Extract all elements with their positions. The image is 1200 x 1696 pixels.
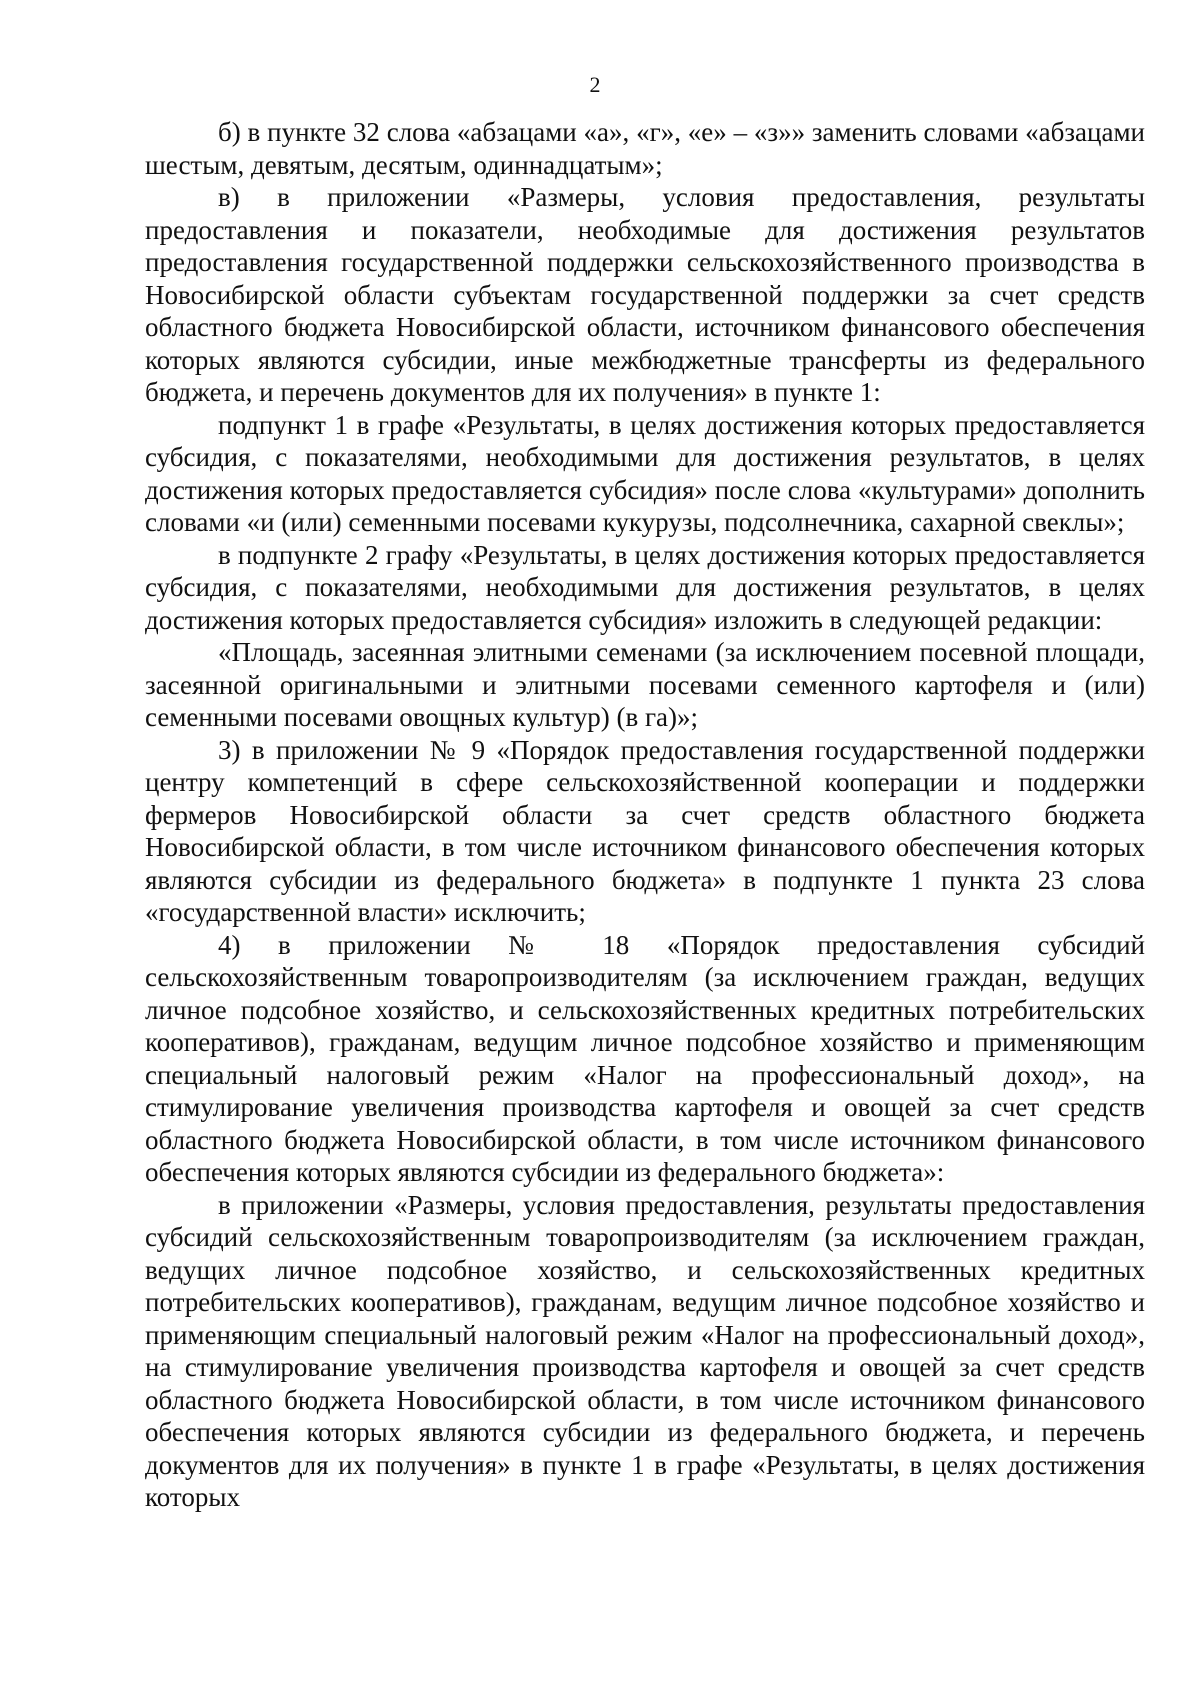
paragraph-subitem-2: в подпункте 2 графу «Результаты, в целях достижения которых предоставляется субсидия, с показателями, необходимыми для достижения результатов, в целях достижения которых предоставляется субсидия» изложить в следующей редакции: bbox=[145, 539, 1145, 635]
paragraph-v: в) в приложении «Размеры, условия предоставления, результаты предоставления и показатели, необходимые для достижения результатов предоставления государственной поддержки сельскохозяйственного производства в Новосибирской области субъектам государственной поддержки за счет средств областного бюджета Новосибирской области, источником финансового обеспечения которых являются субсидии, иные межбюджетные трансферты из федерального бюджета, и перечень документов для их получения» в пункте 1: bbox=[145, 182, 1145, 407]
paragraph-quote-area: «Площадь, засеянная элитными семенами (за исключением посевной площади, засеянной оригинальными и элитными посевами семенного картофеля и (или) семенными посевами овощных культур) (в га)»; bbox=[145, 637, 1145, 732]
paragraph-4: 4) в приложении № 18 «Порядок предоставления субсидий сельскохозяйственным товаропроизводителям (за исключением граждан, ведущих личное подсобное хозяйство, и сельскохозяйственных кредитных потребительских кооперативов), гражданам, ведущим личное подсобное хозяйство и применяющим специальный налоговый режим «Налог на профессиональный доход», на стимулирование увеличения производства картофеля и овощей за счет средств областного бюджета Новосибирской области, в том числе источником финансового обеспечения которых являются субсидии из федерального бюджета»: bbox=[145, 929, 1145, 1187]
paragraph-3: 3) в приложении № 9 «Порядок предоставления государственной поддержки центру компетенций в сфере сельскохозяйственной кооперации и поддержки фермеров Новосибирской области за счет средств областного бюджета Новосибирской области, в том числе источником финансового обеспечения которых являются субсидии из федерального бюджета» в подпункте 1 пункта 23 слова «государственной власти» исключить; bbox=[145, 734, 1145, 927]
paragraph-appendix: в приложении «Размеры, условия предоставления, результаты предоставления субсидий сельскохозяйственным товаропроизводителям (за исключением граждан, ведущих личное подсобное хозяйство, и сельскохозяйственных кредитных потребительских кооперативов), гражданам, ведущим личное подсобное хозяйство и применяющим специальный налоговый режим «Налог на профессиональный доход», на стимулирование увеличения производства картофеля и овощей за счет средств областного бюджета Новосибирской области, в том числе источником финансового обеспечения которых являются субсидии из федерального бюджета, и перечень документов для их получения» в пункте 1 в графе «Результаты, в целях достижения которых bbox=[145, 1189, 1145, 1512]
paragraph-subitem-1: подпункт 1 в графе «Результаты, в целях достижения которых предоставляется субсидия, с показателями, необходимыми для достижения результатов, в целях достижения которых предоставляется субсидия» после слова «культурами» дополнить словами «и (или) семенными посевами кукурузы, подсолнечника, сахарной свеклы»; bbox=[145, 409, 1145, 537]
paragraph-b: б) в пункте 32 слова «абзацами «а», «г», «е» – «з»» заменить словами «абзацами шестым, девятым, десятым, одиннадцатым»; bbox=[145, 117, 1145, 180]
page-number: 2 bbox=[589, 72, 601, 97]
document-body bbox=[145, 116, 1145, 1514]
